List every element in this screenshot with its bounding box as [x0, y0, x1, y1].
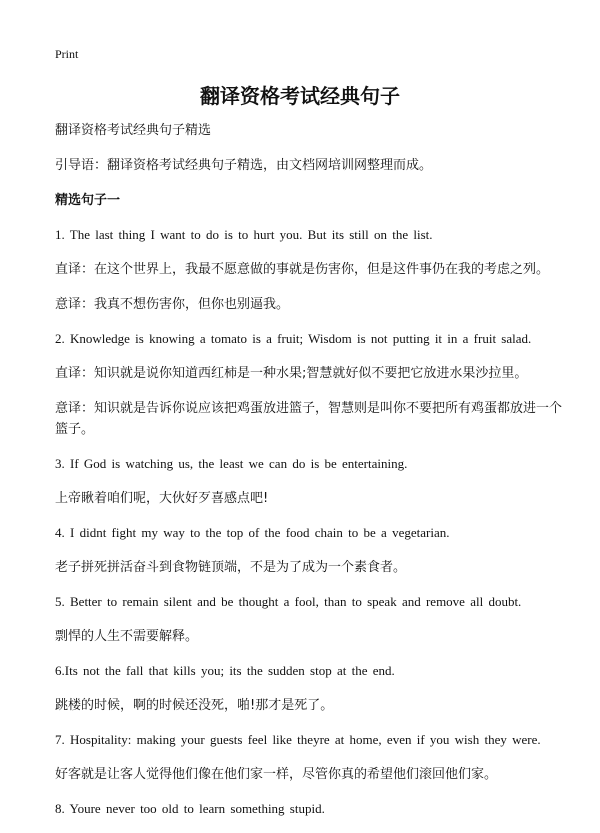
sentence-8-english: 8. Youre never too old to learn something stupid. [55, 801, 325, 816]
sentence-3-chinese: 上帝瞅着咱们呢，大伙好歹喜感点吧! [55, 491, 269, 506]
sentence-3-english: 3. If God is watching us, the least we can do is be entertaining. [55, 456, 408, 471]
print-label: Print [55, 47, 79, 61]
sentence-5-chinese: 剽悍的人生不需要解释。 [55, 629, 199, 644]
sentence-7-english: 7. Hospitality: making your guests feel like theyre at home, even if you wish they were. [55, 732, 541, 747]
document-body [55, 120, 565, 833]
sentence-1-literal: 直译：在这个世界上，我最不愿意做的事就是伤害你，但是这件事仍在我的考虑之列。 [55, 262, 550, 277]
sentence-2-literal: 直译：知识就是说你知道西红柿是一种水果;智慧就好似不要把它放进水果沙拉里。 [55, 366, 528, 381]
sentence-1-free: 意译：我真不想伤害你，但你也别逼我。 [55, 297, 290, 312]
sentence-1-english: 1. The last thing I want to do is to hurt you. But its still on the list. [55, 227, 433, 242]
sentence-4-english: 4. I didnt fight my way to the top of the food chain to be a vegetarian. [55, 525, 450, 540]
sentence-6-english: 6.Its not the fall that kills you; its the sudden stop at the end. [55, 663, 395, 678]
section-heading: 精选句子一 [55, 193, 121, 208]
page-title: 翻译资格考试经典句子 [200, 84, 400, 108]
sentence-6-chinese: 跳楼的时候，啊的时候还没死，啪!那才是死了。 [55, 698, 334, 713]
sentence-4-chinese: 老子拼死拼活奋斗到食物链顶端，不是为了成为一个素食者。 [55, 560, 407, 575]
sentence-2-english: 2. Knowledge is knowing a tomato is a fruit; Wisdom is not putting it in a fruit salad. [55, 331, 532, 346]
subtitle: 翻译资格考试经典句子精选 [55, 123, 212, 138]
sentence-5-english: 5. Better to remain silent and be thought a fool, than to speak and remove all doubt. [55, 594, 522, 609]
lead-paragraph: 引导语：翻译资格考试经典句子精选，由文档网培训网整理而成。 [55, 158, 433, 173]
sentence-7-chinese: 好客就是让客人觉得他们像在他们家一样，尽管你真的希望他们滚回他们家。 [55, 767, 498, 782]
sentence-2-free: 意译：知识就是告诉你说应该把鸡蛋放进篮子，智慧则是叫你不要把所有鸡蛋都放进一个篮子。 [55, 401, 563, 437]
